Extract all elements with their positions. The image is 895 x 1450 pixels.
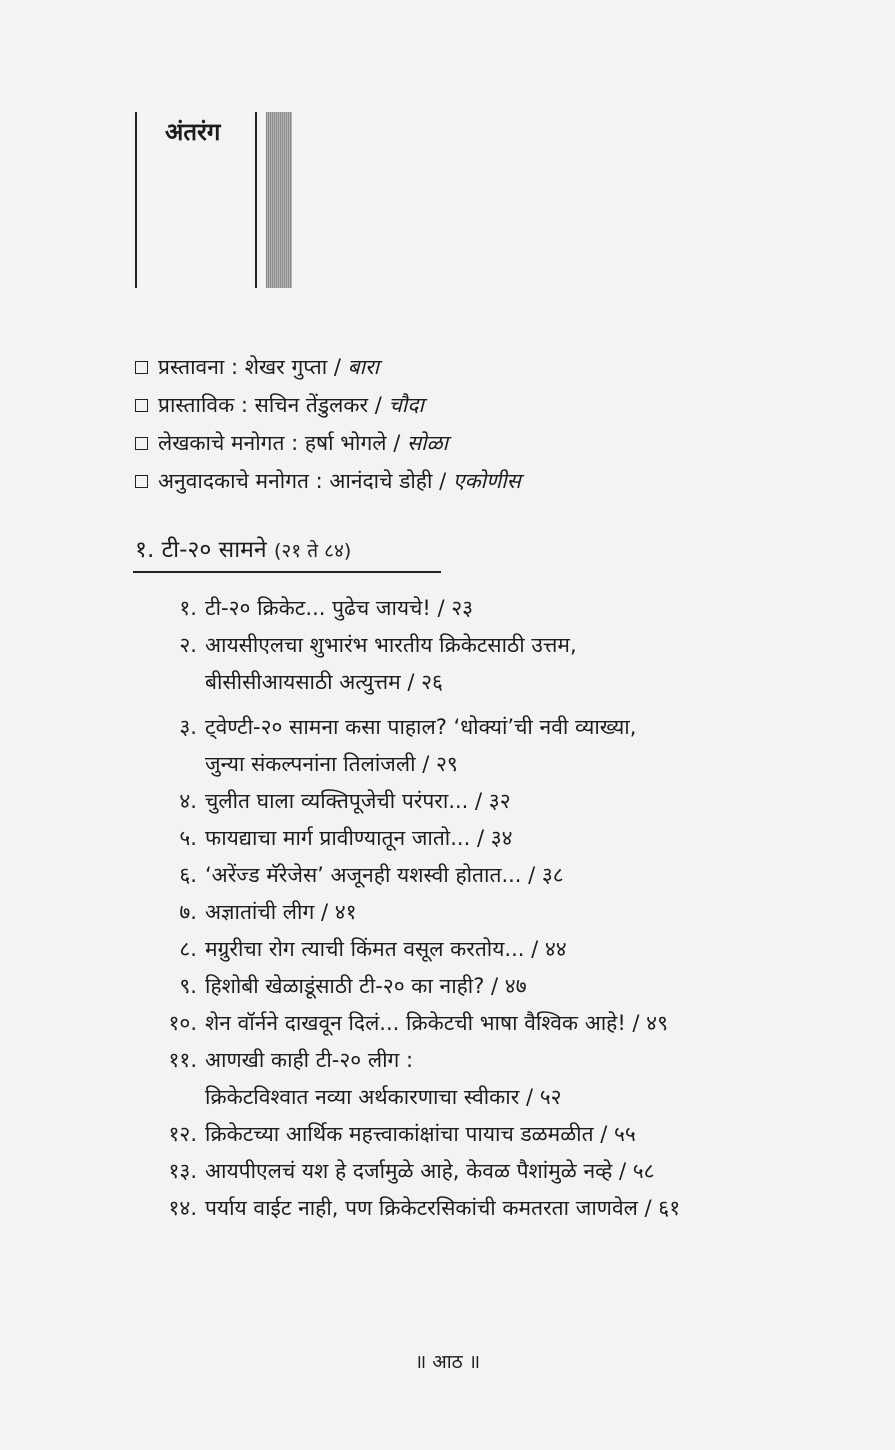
section-title: १. टी-२० सामने (135, 537, 267, 563)
checkbox-square-icon (135, 399, 148, 412)
chapter-entry (135, 1190, 875, 1227)
chapter-number: ६. (179, 863, 197, 887)
chapter-title-line: क्रिकेटच्या आर्थिक महत्त्वाकांक्षांचा पायाच डळमळीत / ५५ (205, 1122, 636, 1146)
chapter-number: ५. (179, 826, 197, 850)
chapter-entry (135, 1116, 875, 1153)
chapter-number: ८. (179, 937, 197, 961)
chapter-entry (135, 783, 875, 820)
prefatory-page: एकोणीस (452, 469, 521, 493)
chapter-number: ११. (168, 1048, 197, 1072)
chapter-number: ९. (179, 974, 197, 998)
header-left-rule (135, 112, 137, 288)
chapter-title-line: क्रिकेटविश्वात नव्या अर्थकारणाचा स्वीकार / ५२ (205, 1085, 562, 1109)
chapter-number: ३. (179, 715, 197, 739)
prefatory-page: चौदा (388, 393, 424, 417)
chapter-entry (135, 709, 875, 783)
prefatory-item: अनुवादकाचे मनोगत : आनंदाचे डोही / एकोणीस (135, 462, 521, 500)
section-heading (135, 533, 351, 568)
chapter-number: ४. (179, 789, 197, 813)
prefatory-item: प्रास्ताविक : सचिन तेंडुलकर / चौदा (135, 386, 521, 424)
chapter-number: ७. (179, 900, 197, 924)
chapter-title-line: चुलीत घाला व्यक्तिपूजेची परंपरा... / ३२ (205, 789, 511, 813)
chapter-title-line: आयपीएलचं यश हे दर्जामुळे आहे, केवळ पैशांमुळे नव्हे / ५८ (205, 1159, 655, 1183)
chapter-title-line: आणखी काही टी-२० लीग : (205, 1048, 414, 1072)
contents-heading: अंतरंग (165, 118, 221, 146)
header-right-rule (255, 112, 257, 288)
chapter-list (135, 590, 875, 1227)
chapter-entry (135, 894, 875, 931)
header-decorative-bar (266, 112, 292, 288)
section-underline (133, 571, 441, 573)
chapter-title-line: बीसीसीआयसाठी अत्युत्तम / २६ (205, 670, 443, 694)
chapter-entry (135, 820, 875, 857)
chapter-entry (135, 1042, 875, 1116)
chapter-number: १०. (168, 1011, 197, 1035)
chapter-title-line: ट्वेण्टी-२० सामना कसा पाहाल? ‘धोक्यां’ची नवी व्याख्या, (205, 715, 637, 739)
prefatory-page: बारा (347, 355, 380, 379)
chapter-title-line: जुन्या संकल्पनांना तिलांजली / २९ (205, 752, 458, 776)
checkbox-square-icon (135, 437, 148, 450)
chapter-number: १. (179, 596, 197, 620)
prefatory-label: लेखकाचे मनोगत : हर्षा भोगले (158, 431, 387, 455)
chapter-title-line: अज्ञातांची लीग / ४१ (205, 900, 357, 924)
chapter-number: २. (179, 633, 197, 657)
chapter-entry (135, 968, 875, 1005)
chapter-entry (135, 931, 875, 968)
chapter-entry (135, 590, 875, 627)
prefatory-item: प्रस्तावना : शेखर गुप्ता / बारा (135, 348, 521, 386)
chapter-title-line: टी-२० क्रिकेट... पुढेच जायचे! / २३ (205, 596, 474, 620)
page-number-marker: ॥ आठ ॥ (414, 1351, 481, 1373)
chapter-title-line: फायद्याचा मार्ग प्रावीण्यातून जातो... / ३४ (205, 826, 513, 850)
prefatory-label: प्रास्ताविक : सचिन तेंडुलकर (158, 393, 369, 417)
prefatory-label: प्रस्तावना : शेखर गुप्ता (158, 355, 328, 379)
chapter-title-line: आयसीएलचा शुभारंभ भारतीय क्रिकेटसाठी उत्तम, (205, 633, 577, 657)
checkbox-square-icon (135, 475, 148, 488)
prefatory-page: सोळा (406, 431, 449, 455)
chapter-title-line: हिशोबी खेळाडूंसाठी टी-२० का नाही? / ४७ (205, 974, 527, 998)
chapter-number: १२. (168, 1122, 197, 1146)
chapter-title-line: पर्याय वाईट नाही, पण क्रिकेटरसिकांची कमतरता जाणवेल / ६१ (205, 1196, 681, 1220)
chapter-number: १३. (168, 1159, 197, 1183)
section-page-range: (२१ ते ८४) (274, 540, 352, 562)
chapter-entry (135, 627, 875, 701)
chapter-entry (135, 857, 875, 894)
prefatory-item: लेखकाचे मनोगत : हर्षा भोगले / सोळा (135, 424, 521, 462)
chapter-title-line: मग्रुरीचा रोग त्याची किंमत वसूल करतोय... / ४४ (205, 937, 567, 961)
chapter-entry (135, 1153, 875, 1190)
prefatory-label: अनुवादकाचे मनोगत : आनंदाचे डोही (158, 469, 433, 493)
chapter-title-line: ‘अरेंज्ड मॅरेजेस’ अजूनही यशस्वी होतात... / ३८ (205, 863, 564, 887)
chapter-title-line: शेन वॉर्नने दाखवून दिलं... क्रिकेटची भाषा वैश्विक आहे! / ४९ (205, 1011, 669, 1035)
prefatory-list (135, 348, 521, 500)
checkbox-square-icon (135, 361, 148, 374)
chapter-number: १४. (168, 1196, 197, 1220)
chapter-entry (135, 1005, 875, 1042)
